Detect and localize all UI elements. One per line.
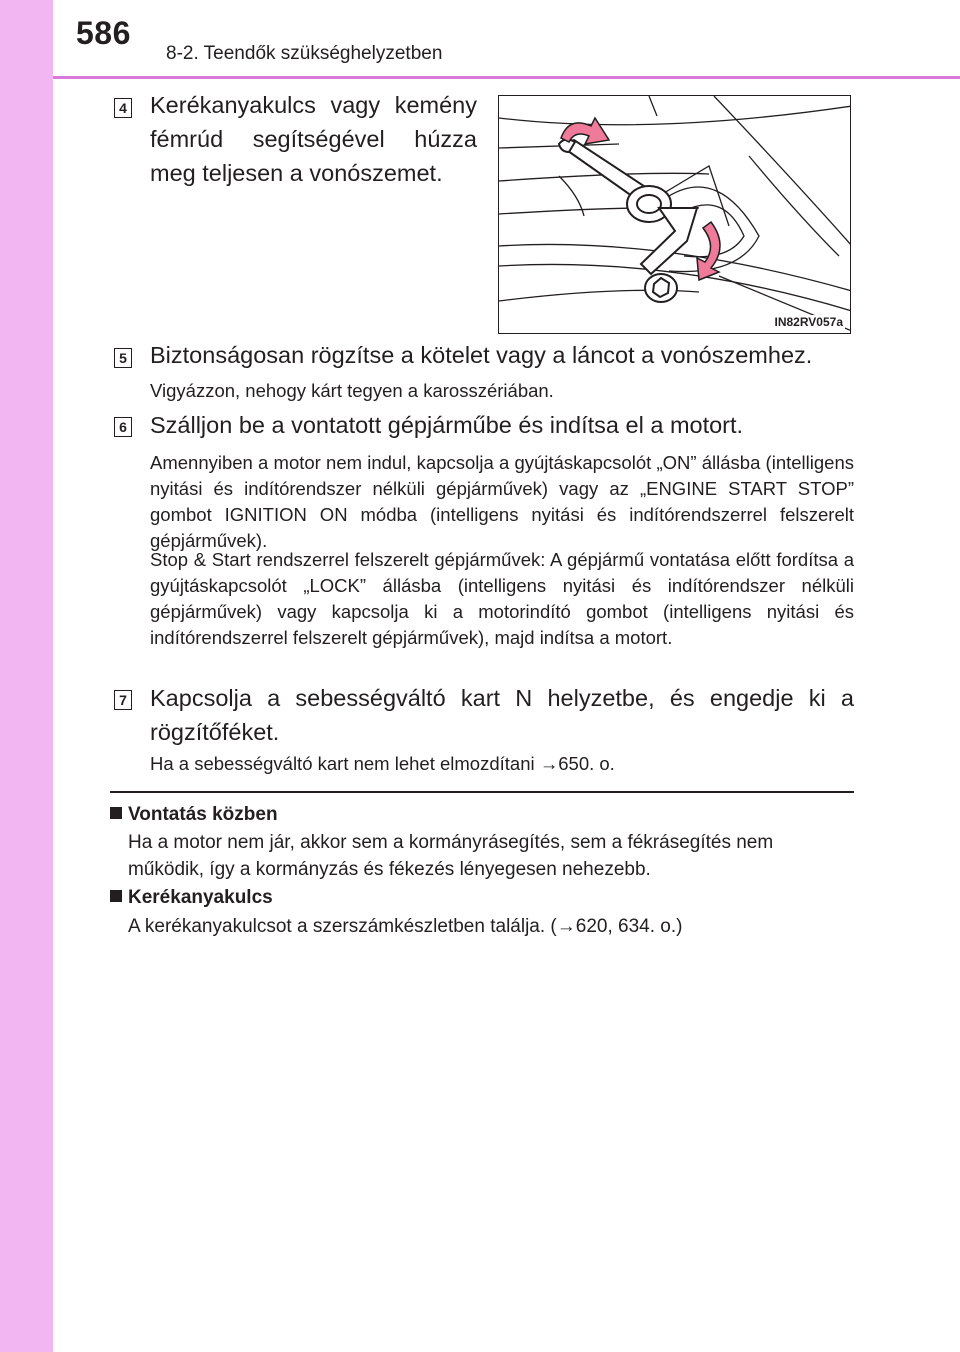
header-rule [53, 76, 960, 79]
step-4-text: Kerékanyakulcs vagy kemény fémrúd segítségével húzza meg teljesen a vonószemet. [150, 92, 477, 186]
tow-eyelet-wrench-illustration [498, 95, 851, 334]
square-bullet-icon [110, 807, 122, 819]
section-heading-wrench-label: Kerékanyakulcs [128, 887, 273, 908]
section-divider [110, 791, 854, 793]
step-number-6: 6 [114, 417, 132, 437]
step-number-7: 7 [114, 690, 132, 710]
section-heading-wrench [110, 887, 273, 909]
step-7-text: Kapcsolja a sebességváltó kart N helyzetbe, és engedje ki a rögzítőféket. [150, 685, 854, 745]
step-7-note: Ha a sebességváltó kart nem lehet elmozdítani →650. o. [150, 753, 615, 774]
step-5-text: Biztonságosan rögzítse a kötelet vagy a láncot a vonószemhez. [150, 342, 813, 368]
step-number-5: 5 [114, 348, 132, 368]
step-5-note: Vigyázzon, nehogy kárt tegyen a karosszériában. [150, 380, 554, 401]
step-6-note-2: Stop & Start rendszerrel felszerelt gépjárművek: A gépjármű vontatása előtt fordítsa a gyújtáskapcsolót „LOCK” állásba (intelligens nyitási és indítórendszer nélküli gépjárművek) vagy kapcsolja ki a motorindító gombot (intelligens nyitási és indítórendszerrel felszerelt gépjárművek), majd indítsa a motort. [150, 549, 854, 648]
section-text-towing: Ha a motor nem jár, akkor sem a kormányrásegítés, sem a fékrásegítés nem működik, így a kormányzás és fékezés lényegesen nehezebb. [128, 832, 774, 880]
wrench-illustration-svg [499, 96, 851, 334]
section-heading-towing-label: Vontatás közben [128, 804, 278, 825]
section-title: 8-2. Teendők szükséghelyzetben [166, 43, 443, 64]
square-bullet-icon [110, 890, 122, 902]
step-number-4: 4 [114, 98, 132, 118]
section-text-wrench: A kerékanyakulcsot a szerszámkészletben találja. (→620, 634. o.) [128, 916, 683, 937]
step-6-note-1: Amennyiben a motor nem indul, kapcsolja a gyújtáskapcsolót „ON” állásba (intelligens nyitási és indítórendszer nélküli gépjárművek) vagy az „ENGINE START STOP” gombot IGNITION ON módba (intelligens nyitási és indítórendszerrel felszerelt gépjárművek). [150, 452, 854, 551]
step-6-text: Szálljon be a vontatott gépjárműbe és indítsa el a motort. [150, 412, 744, 438]
page-number: 586 [76, 15, 131, 51]
figure-id: IN82RV057a [774, 315, 843, 329]
section-heading-towing [110, 804, 278, 826]
side-color-band [0, 0, 53, 1352]
